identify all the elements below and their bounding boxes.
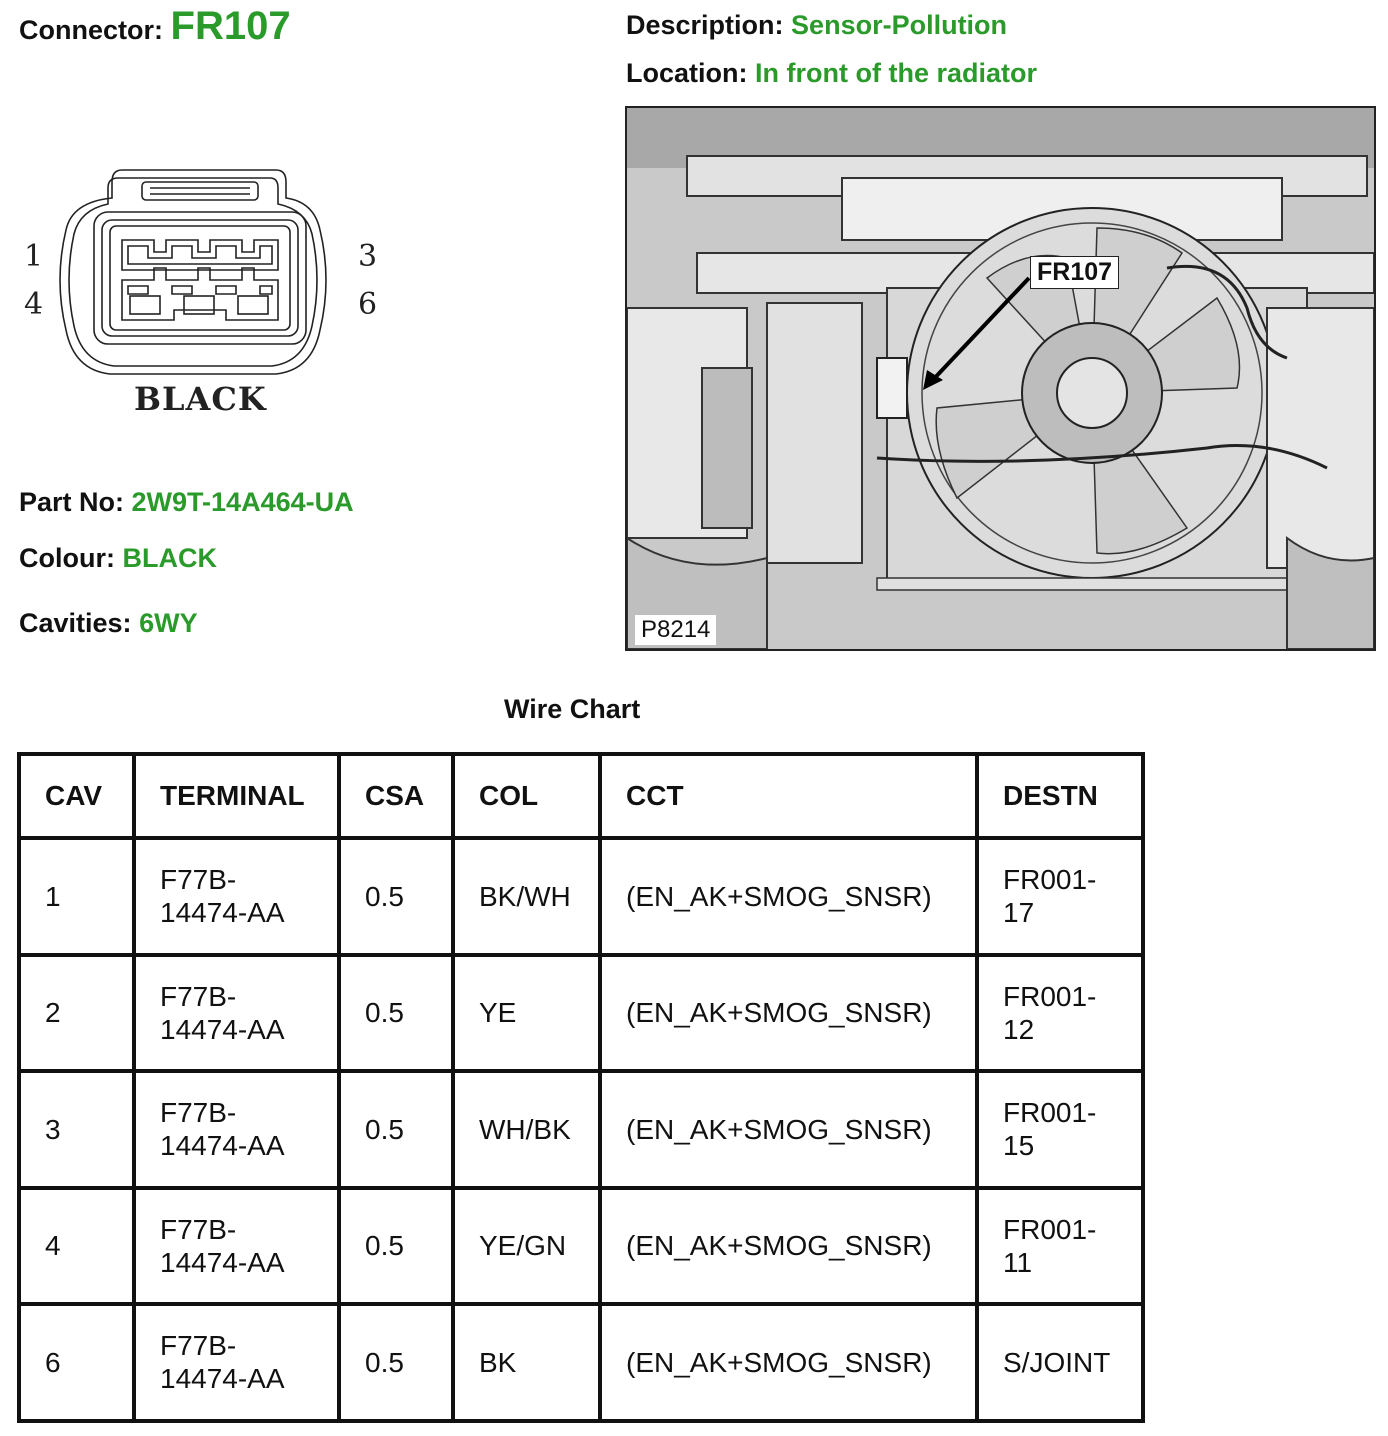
location-line — [626, 58, 1037, 89]
photo-id-label: P8214 — [635, 615, 716, 645]
connector-face-diagram — [14, 160, 394, 430]
cell-cct: (EN_AK+SMOG_SNSR) — [600, 1188, 977, 1305]
header-col: COL — [453, 754, 600, 838]
cell-csa: 0.5 — [339, 1188, 453, 1305]
wire-chart-title: Wire Chart — [504, 694, 641, 724]
connector-id: FR107 — [170, 4, 291, 48]
cell-cav: 2 — [19, 955, 134, 1072]
terminal-part-a: F77B- — [160, 1097, 237, 1129]
cell-cct: (EN_AK+SMOG_SNSR) — [600, 1304, 977, 1421]
destn-part-a: FR001- — [1003, 864, 1097, 896]
terminal-part-a: F77B- — [160, 1330, 237, 1362]
cell-cct: (EN_AK+SMOG_SNSR) — [600, 1071, 977, 1188]
destn-part-a: FR001- — [1003, 1213, 1097, 1245]
cell-col: YE — [453, 955, 600, 1072]
cell-col: BK/WH — [453, 838, 600, 955]
cell-terminal — [134, 955, 339, 1072]
table-row — [19, 838, 1143, 955]
terminal-part-b: 14474-AA — [160, 1013, 285, 1045]
terminal-part-a: F77B- — [160, 864, 237, 896]
cell-terminal — [134, 1304, 339, 1421]
table-header-row — [19, 754, 1143, 838]
header-csa: CSA — [339, 754, 453, 838]
table-row — [19, 955, 1143, 1072]
cell-col: WH/BK — [453, 1071, 600, 1188]
part-number-value: 2W9T-14A464-UA — [131, 487, 354, 517]
connector-colour-label: BLACK — [134, 380, 267, 418]
location-value: In front of the radiator — [755, 58, 1037, 88]
description-label: Description: — [626, 10, 784, 40]
photo-callout-label: FR107 — [1030, 256, 1119, 289]
location-label: Location: — [626, 58, 748, 88]
location-photo — [625, 106, 1376, 651]
part-number-label: Part No: — [19, 487, 125, 517]
connector-heading — [19, 4, 291, 49]
header-destn: DESTN — [977, 754, 1143, 838]
colour-label: Colour: — [19, 543, 115, 573]
terminal-part-b: 14474-AA — [160, 1363, 285, 1395]
header-terminal: TERMINAL — [134, 754, 339, 838]
cell-destn — [977, 955, 1143, 1072]
description-value: Sensor-Pollution — [791, 10, 1008, 40]
table-row — [19, 1188, 1143, 1305]
pin-label-4: 4 — [24, 287, 44, 322]
cavity-grid — [122, 240, 278, 320]
cell-destn — [977, 1304, 1143, 1421]
cavities-label: Cavities: — [19, 608, 132, 638]
pin-label-1: 1 — [24, 239, 44, 274]
cell-terminal — [134, 1071, 339, 1188]
destn-part-b: 15 — [1003, 1130, 1035, 1162]
cell-csa: 0.5 — [339, 1304, 453, 1421]
terminal-part-a: F77B- — [160, 980, 237, 1012]
terminal-part-b: 14474-AA — [160, 1130, 285, 1162]
cell-col: BK — [453, 1304, 600, 1421]
cell-destn — [977, 838, 1143, 955]
cavities-line — [19, 608, 198, 639]
pin-label-3: 3 — [358, 239, 378, 274]
part-number-line — [19, 487, 354, 518]
destn-part-a: FR001- — [1003, 1097, 1097, 1129]
table-row — [19, 1304, 1143, 1421]
cell-destn — [977, 1188, 1143, 1305]
wire-chart-table — [17, 752, 1145, 1423]
table-row — [19, 1071, 1143, 1188]
cell-csa: 0.5 — [339, 838, 453, 955]
colour-line — [19, 543, 217, 574]
destn-part-a: S/JOINT — [1003, 1346, 1111, 1378]
header-cct: CCT — [600, 754, 977, 838]
terminal-part-a: F77B- — [160, 1213, 237, 1245]
header-cav: CAV — [19, 754, 134, 838]
destn-part-b: 17 — [1003, 897, 1035, 929]
destn-part-b: 11 — [1003, 1246, 1033, 1278]
cell-cav: 6 — [19, 1304, 134, 1421]
destn-part-b: 12 — [1003, 1013, 1035, 1045]
cell-cct: (EN_AK+SMOG_SNSR) — [600, 955, 977, 1072]
cell-destn — [977, 1071, 1143, 1188]
cell-cav: 4 — [19, 1188, 134, 1305]
radiator-illustration — [627, 108, 1374, 649]
cell-csa: 0.5 — [339, 955, 453, 1072]
pin-label-6: 6 — [358, 287, 378, 322]
cavities-value: 6WY — [139, 608, 198, 638]
description-line — [626, 10, 1007, 41]
cell-terminal — [134, 838, 339, 955]
destn-part-a: FR001- — [1003, 980, 1097, 1012]
terminal-part-b: 14474-AA — [160, 897, 285, 929]
cell-cav: 3 — [19, 1071, 134, 1188]
cell-terminal — [134, 1188, 339, 1305]
terminal-part-b: 14474-AA — [160, 1246, 285, 1278]
colour-value: BLACK — [122, 543, 217, 573]
cell-csa: 0.5 — [339, 1071, 453, 1188]
cell-cav: 1 — [19, 838, 134, 955]
cell-cct: (EN_AK+SMOG_SNSR) — [600, 838, 977, 955]
connector-label: Connector: — [19, 15, 163, 45]
cell-col: YE/GN — [453, 1188, 600, 1305]
